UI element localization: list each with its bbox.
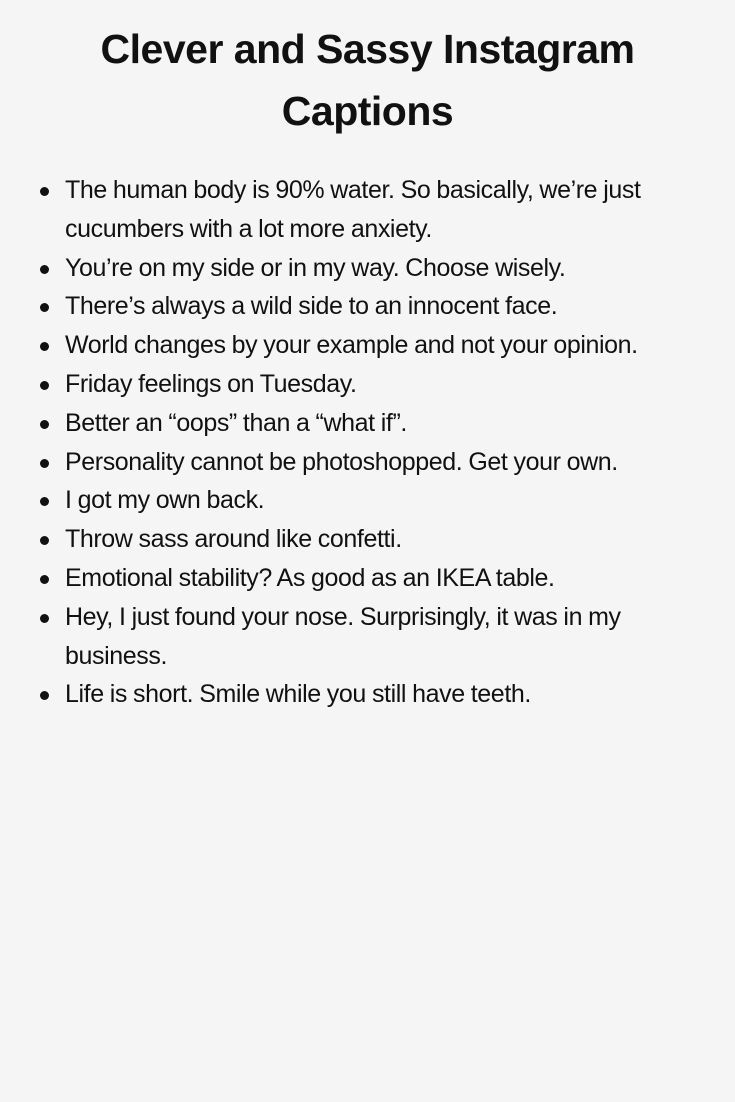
caption-item: [0, 559, 735, 598]
caption-item: [0, 171, 735, 249]
bullet-dot-icon: [40, 691, 49, 700]
caption-text: There’s always a wild side to an innocent face.: [65, 292, 558, 321]
page-title: Clever and Sassy Instagram Captions: [100, 26, 635, 134]
caption-item: [0, 481, 735, 520]
caption-item: [0, 365, 735, 404]
caption-text: Emotional stability? As good as an IKEA table.: [65, 563, 555, 592]
caption-item: [0, 520, 735, 559]
caption-text: Life is short. Smile while you still have teeth.: [65, 680, 531, 709]
caption-item: [0, 287, 735, 326]
bullet-dot-icon: [40, 187, 49, 196]
caption-text: I got my own back.: [65, 486, 265, 515]
bullet-dot-icon: [40, 381, 49, 390]
bullet-dot-icon: [40, 420, 49, 429]
bullet-dot-icon: [40, 536, 49, 545]
caption-item: [0, 249, 735, 288]
bullet-dot-icon: [40, 459, 49, 468]
bullet-dot-icon: [40, 303, 49, 312]
caption-text: The human body is 90% water. So basically, we’re just cucumbers with a lot more anxiety.: [65, 176, 641, 243]
bullet-dot-icon: [40, 265, 49, 274]
caption-list: [0, 171, 735, 714]
caption-text: Hey, I just found your nose. Surprisingly, it was in my business.: [65, 602, 621, 670]
caption-text: World changes by your example and not your opinion.: [65, 331, 638, 360]
bullet-dot-icon: [40, 575, 49, 584]
bullet-dot-icon: [40, 497, 49, 506]
caption-item: [0, 404, 735, 443]
caption-text: Better an “oops” than a “what if”.: [65, 408, 407, 437]
caption-text: Throw sass around like confetti.: [65, 525, 402, 554]
caption-item: [0, 598, 735, 676]
bullet-dot-icon: [40, 342, 49, 351]
caption-item: [0, 326, 735, 365]
caption-item: [0, 675, 735, 714]
caption-text: Personality cannot be photoshopped. Get your own.: [65, 447, 618, 476]
bullet-dot-icon: [40, 614, 49, 623]
caption-text: You’re on my side or in my way. Choose wisely.: [65, 253, 566, 282]
caption-text: Friday feelings on Tuesday.: [65, 369, 357, 398]
caption-item: [0, 443, 735, 482]
